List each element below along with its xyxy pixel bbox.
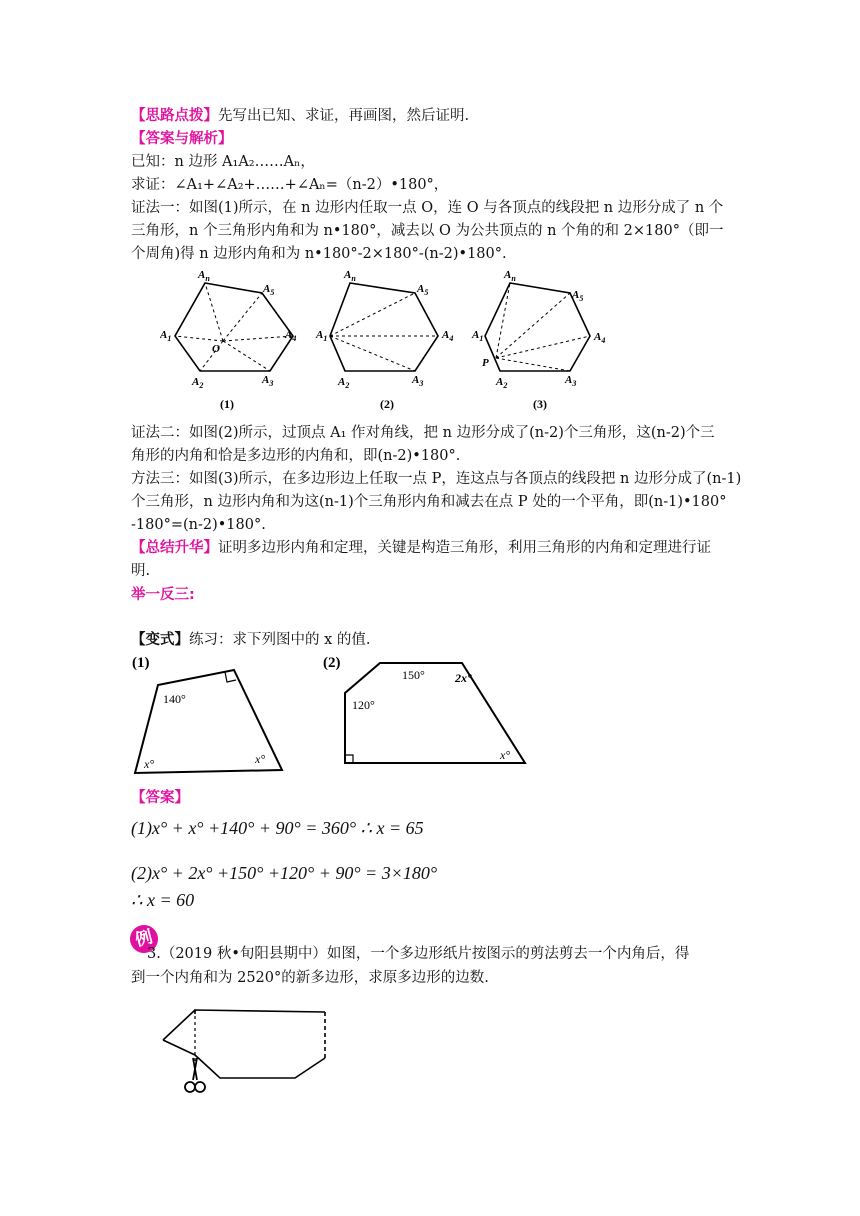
- equation-3: ∴ x = 60: [131, 890, 195, 910]
- proof1-line-3: 个周角)得 n 边形内角和为 n•180°-2×180°-(n-2)•180°.: [131, 246, 507, 262]
- fig1-label-An: $A_n$: [198, 269, 210, 283]
- fig3-label-A4: $A_4$: [594, 331, 606, 345]
- fig3-label-An: $A_n$: [504, 269, 516, 283]
- fig3-label-A3: $A_3$: [565, 374, 577, 388]
- example-badge: 例: [127, 922, 161, 956]
- equation-1: (1)x° + x° +140° + 90° = 360° ∴ x = 65: [131, 818, 424, 838]
- answer-heading: 【答案与解析】: [131, 131, 233, 147]
- angle-x3: x°: [500, 748, 511, 762]
- fig3-label-P: P: [482, 357, 489, 369]
- exercise-figure-2: [345, 663, 525, 763]
- proof2-line-2: 角形的内角和恰是多边形的内角和，即(n-2)•180°.: [131, 448, 461, 464]
- angle-150: 150°: [402, 668, 425, 682]
- hint-tag: 【思路点拨】: [131, 108, 218, 124]
- proof2-line-1: 证法二：如图(2)所示，过顶点 A₁ 作对角线，把 n 边形分成了(n-2)个三角形，这(n-2)个三: [131, 425, 715, 441]
- fig3-label-A2: $A_2$: [496, 376, 508, 390]
- angle-2x: 2x°: [455, 671, 472, 685]
- figure-1: [175, 283, 293, 371]
- fig1-label-A4: $A_4$: [285, 329, 297, 343]
- hint-line: [131, 106, 469, 126]
- prove-line: 求证：∠A₁+∠A₂+……+∠Aₙ=（n-2）•180°，: [131, 177, 449, 193]
- summary-line: [131, 538, 711, 558]
- fig2-label-A1: $A_1$: [316, 329, 328, 343]
- proof1-line-1: 证法一：如图(1)所示，在 n 边形内任取一点 O，连 O 与各顶点的线段把 n 边形分成了 n 个: [131, 200, 724, 216]
- fig3-label-A5: $A_5$: [572, 289, 584, 303]
- proof1-line-2: 三角形，n 个三角形内角和为 n•180°，减去以 O 为公共顶点的 n 个角的和 2×180°（即一: [131, 223, 724, 239]
- scissors-icon: [185, 1058, 205, 1092]
- polygon-figures: [160, 268, 630, 413]
- practice-heading: 举一反三:: [131, 587, 195, 603]
- angle-120: 120°: [352, 698, 375, 712]
- fig2-label-A2: $A_2$: [338, 376, 350, 390]
- variant-line: [131, 630, 371, 650]
- fig1-label-A3: $A_3$: [262, 374, 274, 388]
- proof3-line-3: -180°=(n-2)•180°.: [131, 517, 266, 533]
- fig3-caption: (3): [533, 397, 547, 411]
- fig2-label-A5: $A_5$: [417, 283, 429, 297]
- example3-line-1: 3.（2019 秋•旬阳县期中）如图，一个多边形纸片按图示的剪法剪去一个内角后，得: [147, 946, 690, 962]
- known-line: 已知：n 边形 A₁A₂……Aₙ，: [131, 154, 315, 170]
- proof3-line-1: 方法三：如图(3)所示，在多边形边上任取一点 P，连这点与各顶点的线段把 n 边形分成了(n-1): [131, 471, 742, 487]
- proof3-line-2: 个三角形，n 边形内角和为这(n-1)个三角形内角和减去在点 P 处的一个平角，即(n-1)•180°: [131, 494, 727, 510]
- hint-text: 先写出已知、求证，再画图，然后证明.: [218, 108, 470, 124]
- angle-x1: x°: [144, 757, 155, 771]
- cut-polygon-figure: [155, 1000, 365, 1100]
- fig1-label-A1: $A_1$: [160, 329, 172, 343]
- exfig1-caption: (1): [132, 655, 150, 671]
- equation-2: (2)x° + 2x° +150° +120° + 90° = 3×180°: [131, 863, 438, 883]
- angle-x2: x°: [255, 752, 266, 766]
- fig2-label-A3: $A_3$: [412, 374, 424, 388]
- fig2-label-A4: $A_4$: [442, 329, 454, 343]
- summary-text: 证明多边形内角和定理，关键是构造三角形，利用三角形的内角和定理进行证: [218, 540, 711, 556]
- exercise-figures: [130, 655, 550, 780]
- exfig2-caption: (2): [323, 655, 341, 671]
- fig1-label-A2: $A_2$: [192, 376, 204, 390]
- angle-140: 140°: [163, 692, 186, 706]
- fig1-caption: (1): [220, 397, 234, 411]
- fig1-label-O: O: [212, 343, 220, 355]
- example3-line-2: 到一个内角和为 2520°的新多边形，求原多边形的边数.: [131, 970, 489, 986]
- figure-2: [330, 283, 438, 371]
- summary-tag: 【总结升华】: [131, 540, 218, 556]
- variant-text: 练习：求下列图中的 x 的值.: [189, 632, 371, 648]
- fig3-label-A1: $A_1$: [472, 329, 484, 343]
- fig2-caption: (2): [380, 397, 394, 411]
- variant-tag: 【变式】: [131, 631, 189, 648]
- answer-tag: 【答案】: [131, 790, 189, 806]
- fig2-label-An: $A_n$: [344, 269, 356, 283]
- summary-line-2: 明.: [131, 563, 151, 579]
- fig1-label-A5: $A_5$: [263, 283, 275, 297]
